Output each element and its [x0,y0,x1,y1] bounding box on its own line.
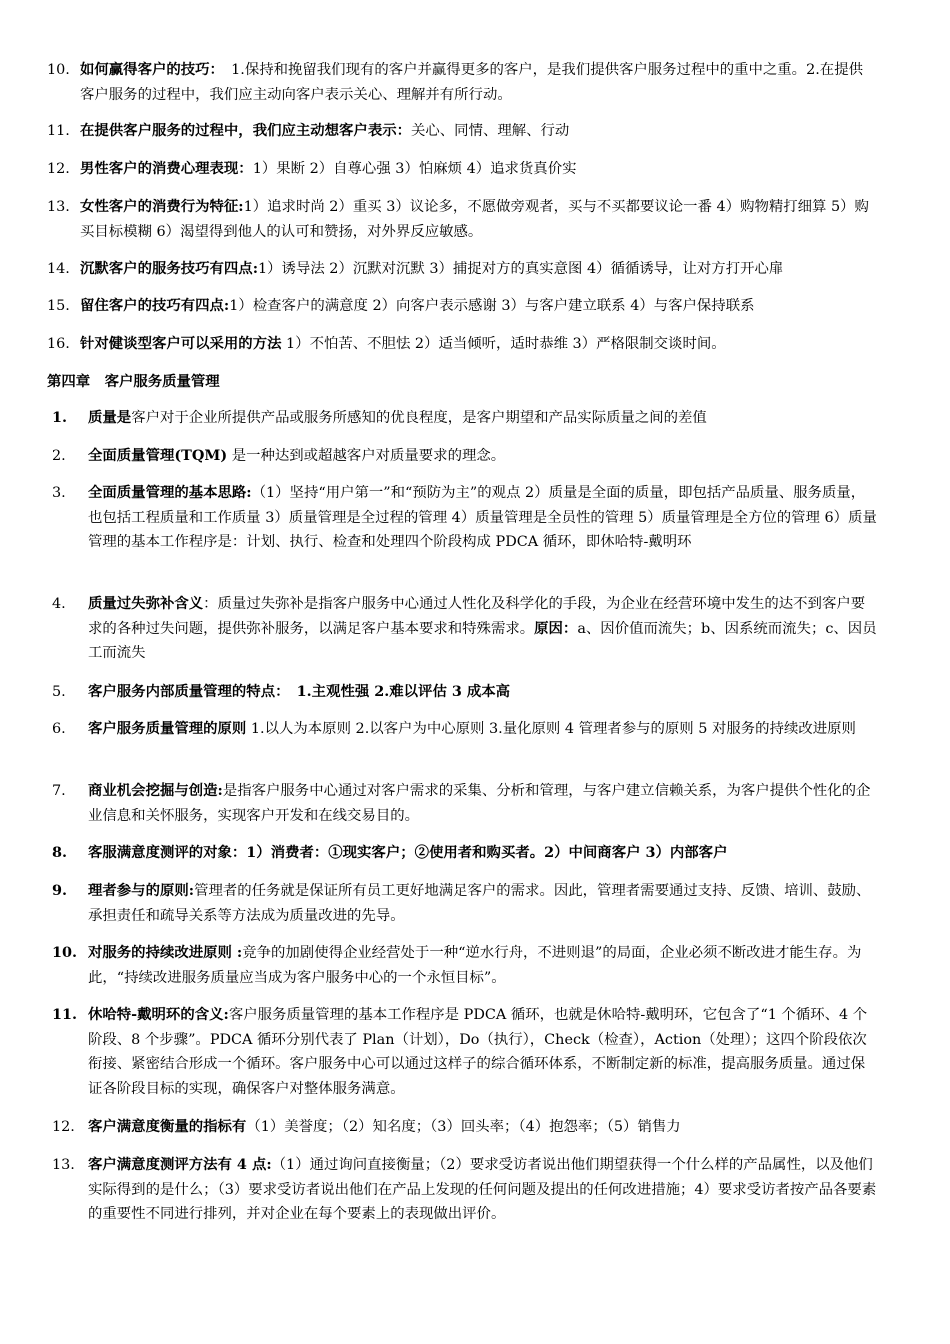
list-item [52,841,877,866]
list-item [47,257,877,282]
item-title: 针对健谈型客户可以采用的方法 [80,335,282,352]
item-number: 13. [52,1157,75,1173]
item-title: 留住客户的技巧有四点: [80,297,230,314]
item-title: 质量过失弥补含义 [88,595,204,612]
item-body: 客户服务质量管理的基本工作程序是 PDCA 循环，也就是休哈特-戴明环，它包含了“1 个循环、4 个阶段、8 个步骤”。PDCA 循环分别代表了 Plan（计划），Do（执行），Check（检查），Action（处理）；这四个阶段依次衔接、紧密结合形成一个循环。客户服务中心可以通过这样子的综合循环体系，不断制定新的标准，提高服务质量。通过保证各阶段目标的实现，确保客户对整体服务满意。 [88,1007,868,1097]
item-title-2: 原因： [534,619,578,637]
list-item [52,481,877,555]
item-body: 1）诱导法 2）沉默对沉默 3）捕捉对方的真实意图 4）循循诱导，让对方打开心扉 [258,261,784,277]
item-body: ：质量过失弥补是指客户服务中心通过人性化及科学化的手段，为企业在经营环境中发生的达不到客户要求的各种过失问题，提供弥补服务，以满足客户基本要求和特殊需求。 [88,596,866,637]
item-body: 竞争的加剧使得企业经营处于一种“逆水行舟，不进则退”的局面，企业必须不断改进才能生存。为此，“持续改进服务质量应当成为客户服务中心的一个永恒目标”。 [88,945,862,986]
list-item [52,941,877,990]
item-title: 客户服务内部质量管理的特点： 1.主观性强 2.难以评估 3 成本高 [88,683,511,700]
item-title: 客服满意度测评的对象：1）消费者：①现实客户；②使用者和购买者。2）中间商客户 3）内部客户 [88,844,728,861]
item-body: 管理者的任务就是保证所有员工更好地满足客户的需求。因此，管理者需要通过支持、反馈、培训、鼓励、承担责任和疏导关系等方法成为质量改进的先导。 [88,883,871,924]
item-title: 客户满意度衡量的指标有 [88,1118,247,1135]
item-body: 1.以人为本原则 2.以客户为中心原则 3.量化原则 4 管理者参与的原则 5 对服务的持续改进原则 [246,721,856,737]
item-title: 质量是 [88,409,132,426]
item-number: 3. [52,485,66,501]
list-item [52,879,877,928]
item-number: 5. [52,684,66,700]
list-item [52,592,877,666]
item-title: 如何赢得客户的技巧： [80,61,217,78]
item-body: （1）通过询问直接衡量；（2）要求受访者说出他们期望获得一个什么样的产品属性，以及他们实际得到的是什么；（3）要求受访者说出他们在产品上发现的任何问题及提出的任何改进措施；4）要求受访者按产品各要素的重要性不同进行排列，并对企业在每个要素上的表现做出评价。 [88,1157,877,1222]
item-body: （1）美誉度；（2）知名度；（3）回头率；（4）抱怨率；（5）销售力 [246,1119,681,1135]
list-item [47,195,877,244]
item-body: 是指客户服务中心通过对客户需求的采集、分析和管理，与客户建立信赖关系，为客户提供个性化的企业信息和关怀服务，实现客户开发和在线交易目的。 [88,783,871,824]
item-title: 女性客户的消费行为特征: [80,198,244,215]
item-body: 是一种达到或超越客户对质量要求的理念。 [227,448,506,464]
item-body: 1.保持和挽留我们现有的客户并赢得更多的客户，是我们提供客户服务过程中的重中之重。2.在提供客户服务的过程中，我们应主动向客户表示关心、理解并有所行动。 [80,62,863,103]
item-number: 13. [47,199,70,215]
item-number: 16. [47,336,70,352]
item-title: 商业机会挖掘与创造: [88,782,223,799]
item-number: 7. [52,783,66,799]
item-title: 在提供客户服务的过程中，我们应主动想客户表示： [80,122,411,139]
item-title: 客户满意度测评方法有 4 点: [88,1156,272,1173]
item-title: 休哈特-戴明环的含义: [88,1006,229,1023]
list-item [52,680,877,705]
item-body-2: a、因价值而流失；b、因系统而流失；c、因员工而流失 [88,620,877,661]
item-number: 11. [47,123,70,139]
list-item [47,294,877,319]
item-body: 1）果断 2）自尊心强 3）怕麻烦 4）追求货真价实 [252,161,577,177]
list-item [52,406,877,431]
item-number: 2. [52,448,66,464]
item-title: 理者参与的原则: [88,882,195,899]
item-number: 9. [52,882,68,899]
item-title: 男性客户的消费心理表现： [80,160,253,177]
item-number: 6. [52,721,66,737]
item-number: 12. [52,1119,75,1135]
item-number: 11. [52,1006,78,1023]
list-item [52,1115,877,1140]
item-body: （1）坚持“用户第一”和“预防为主”的观点 2）质量是全面的质量，即包括产品质量、服务质量，也包括工程质量和工作质量 3）质量管理是全过程的管理 4）质量管理是全员性的管理 5）质量管理是全方位的管理 6）质量管理的基本工作程序是：计划、执行、检查和处理四个阶段构成 PDCA 循环，即休哈特-戴明环 [88,485,877,550]
item-body: 客户对于企业所提供产品或服务所感知的优良程度，是客户期望和产品实际质量之间的差值 [131,410,707,426]
list-item [52,1003,877,1101]
item-number: 8. [52,844,68,861]
chapter-heading: 第四章 客户服务质量管理 [47,373,220,390]
item-number: 12. [47,161,70,177]
item-number: 15. [47,298,70,314]
item-number: 10. [47,62,70,78]
list-item [47,332,877,357]
list-item [52,444,877,469]
list-item [52,1153,877,1227]
item-body: 1）检查客户的满意度 2）向客户表示感谢 3）与客户建立联系 4）与客户保持联系 [229,298,755,314]
item-body: 1）不怕苦、不胆怯 2）适当倾听，适时恭维 3）严格限制交谈时间。 [281,336,726,352]
item-title: 客户服务质量管理的原则 [88,720,247,737]
item-number: 14. [47,261,70,277]
list-item [52,779,877,828]
list-item [47,157,877,182]
item-number: 10. [52,944,78,961]
item-body: 1）追求时尚 2）重买 3）议论多，不愿做旁观者，买与不买都要议论一番 4）购物精打细算 5）购买目标模糊 6）渴望得到他人的认可和赞扬，对外界反应敏感。 [80,199,869,240]
item-title: 全面质量管理(TQM) [88,447,228,464]
item-number: 4. [52,596,66,612]
list-item [47,58,877,107]
item-body: 关心、同情、理解、行动 [411,123,570,139]
item-title: 沉默客户的服务技巧有四点: [80,260,259,277]
list-item [47,119,877,144]
list-item [52,717,877,742]
item-title: 全面质量管理的基本思路: [88,484,252,501]
item-title: 对服务的持续改进原则 : [88,944,243,961]
item-number: 1. [52,409,68,426]
